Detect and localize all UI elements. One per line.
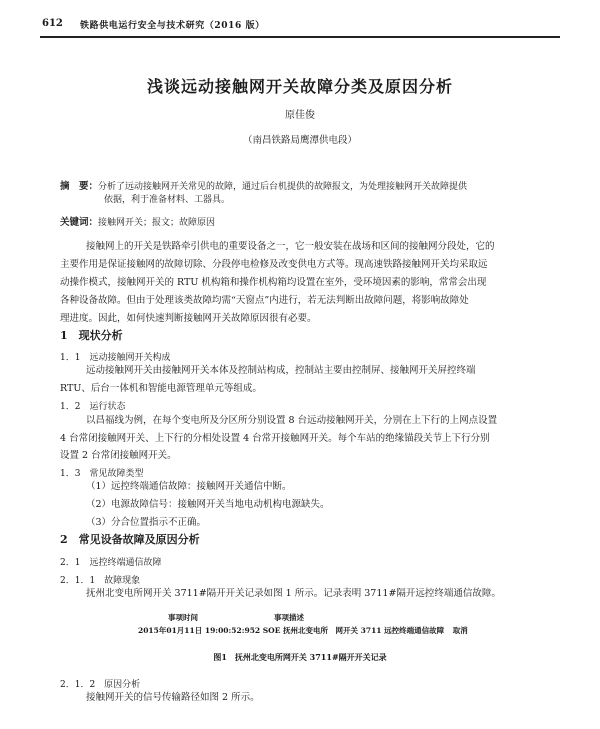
section-1-3-heading: 1．3 常见故障类型: [60, 469, 144, 479]
section-1-2-line-1: 以昌福线为例，在每个变电所及分区所分别设置 8 台远动接触网开关，分别在上下行的上网点设置: [86, 415, 498, 426]
fault-type-item-2: （2）电源故障信号：接触网开关当地电动机构电源缺失。: [86, 499, 330, 510]
article-author: 原佳俊: [285, 110, 315, 121]
section-2-1-1-heading: 2．1．1 故障现象: [60, 576, 141, 586]
section-2-1-2-line: 接触网开关的信号传输路径如图 2 所示。: [86, 692, 260, 703]
section-1-2-line-2: 4 台常闭接触网开关、上下行的分相处设置 4 台常开接触网开关。每个车站的绝缘锚段关节上下行分别: [60, 433, 490, 444]
fault-type-item-1: （1）远控终端通信故障：接触网开关通信中断。: [86, 481, 292, 492]
keywords-line: [60, 210, 215, 229]
section-2-1-1-line: 抚州北变电所网开关 3711#隔开开关记录如图 1 所示。记录表明 3711#隔开远控终端通信故障。: [86, 588, 501, 599]
figure-row-status: 取消: [452, 626, 468, 635]
author-affiliation: （南昌铁路局鹰潭供电段）: [242, 135, 357, 146]
intro-line-4: 各种设备故障。但由于处理该类故障均需“天窗点”内进行，若无法判断出故障问题，将影响故障处: [60, 295, 469, 306]
keywords-label: 关键词：: [60, 217, 99, 228]
abstract-text-1: 分析了远动接触网开关常见的故障，通过后台机提供的故障报文，为处理接触网开关故障提供: [98, 182, 468, 192]
figure-row-description: SOE 抚州北变电所 网开关 3711 远控终端通信故障: [262, 626, 445, 635]
abstract-line-1: [60, 174, 467, 193]
section-1-1-line-1: 远动接触网开关由接触网开关本体及控制站构成，控制站主要由控制屏、接触网开关屏控终端: [86, 365, 476, 376]
keywords-text: 接触网开关；报文；故障原因: [98, 218, 216, 228]
header-divider: [40, 36, 560, 38]
figure-1-caption: 图1 抚州北变电所网开关 3711#隔开开关记录: [213, 652, 387, 662]
figure-header-description: 事项描述: [274, 613, 304, 622]
page-number: 612: [42, 18, 63, 29]
intro-line-3: 动操作模式，接触网开关的 RTU 机构箱和操作机构箱均设置在室外，受环境因素的影响，常常会出现: [60, 277, 487, 288]
abstract-text-2: 依据，利于准备材料、工器具。: [104, 195, 231, 205]
fault-type-item-3: （3）分合位置指示不正确。: [86, 517, 207, 528]
intro-line-2: 主要作用是保证接触网的故障切除、分段停电检修及改变供电方式等。现高速铁路接触网开关均采取远: [60, 259, 488, 270]
abstract-label: 摘 要：: [60, 181, 99, 192]
figure-header-time: 事项时间: [168, 613, 198, 622]
section-1-2-heading: 1．2 运行状态: [60, 402, 126, 412]
journal-title: 铁路供电运行安全与技术研究（2016 版）: [80, 21, 265, 31]
section-1-1-heading: 1．1 远动接触网开关构成: [60, 353, 171, 363]
figure-row-time: 2015年01月11日 19:00:52:952: [138, 626, 261, 635]
section-2-1-2-heading: 2．1．2 原因分析: [60, 680, 141, 690]
section-1-2-line-3: 设置 2 台常闭接触网开关。: [60, 450, 177, 461]
section-1-heading: 1 现状分析: [60, 329, 123, 342]
section-2-heading: 2 常见设备故障及原因分析: [60, 533, 200, 546]
section-1-1-line-2: RTU、后台一体机和智能电源管理单元等组成。: [60, 383, 262, 394]
section-2-1-heading: 2．1 远控终端通信故障: [60, 558, 162, 568]
intro-line-1: 接触网上的开关是铁路牵引供电的重要设备之一，它一般安装在战场和区间的接触网分段处，它的: [86, 241, 495, 252]
intro-line-5: 理进度。因此，如何快速判断接触网开关故障原因很有必要。: [60, 313, 317, 324]
figure-row: [138, 625, 468, 636]
article-title: 浅谈远动接触网开关故障分类及原因分析: [146, 77, 453, 96]
